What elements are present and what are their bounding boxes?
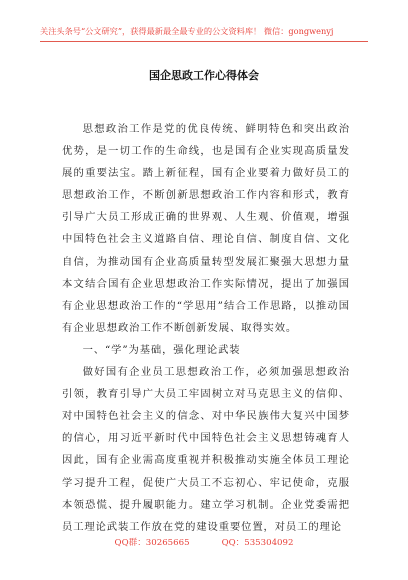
header-divider [40, 41, 368, 42]
qq-number: QQ：535304092 [221, 538, 294, 548]
document-body [62, 118, 350, 538]
footer-contact [0, 537, 408, 549]
document-title: 国企思政工作心得体会 [149, 69, 259, 82]
section-heading: 一、“学”为基础，强化理论武装 [82, 343, 241, 356]
header-banner: 关注头条号“公文研究”，获得最新最全最专业的公文资料库！ 微信：gongwenyj [40, 26, 334, 36]
body-paragraph: 做好国有企业员工思想政治工作，必须加强思想政治引领，教育引导广大员工牢固树立对马克思主义的信仰、对中国特色社会主义的信念、对中华民族伟大复兴中国梦的信心，用习近平新时代中国特色社会主义思想铸魂育人因此，国有企业需高度重视并积极推动实施全体员工理论学习提升工程，促使广大员工不忘初心、牢记使命，克服本领恐慌、提升履职能力。建立学习机制。企业党委需把员工理论武装工作放在党的建设重要位置，对员工的理论 [62, 366, 350, 533]
qq-group-number: QQ群：30265665 [114, 538, 190, 548]
intro-paragraph: 思想政治工作是党的优良传统、鲜明特色和突出政治优势，是一切工作的生命线，也是国有企业实现高质量发展的重要法宝。踏上新征程，国有企业要着力做好员工的思想政治工作，不断创新思想政治工作内容和形式，教育引导广大员工形成正确的世界观、人生观、价值观，增强中国特色社会主义道路自信、理论自信、制度自信、文化自信，为推动国有企业高质量转型发展汇聚强大思想力量本文结合国有企业思想政治工作实际情况，提出了加强国有企业思想政治工作的“学思用”结合工作思路，以推动国有企业思想政治工作不断创新发展、取得实效。 [62, 123, 350, 334]
